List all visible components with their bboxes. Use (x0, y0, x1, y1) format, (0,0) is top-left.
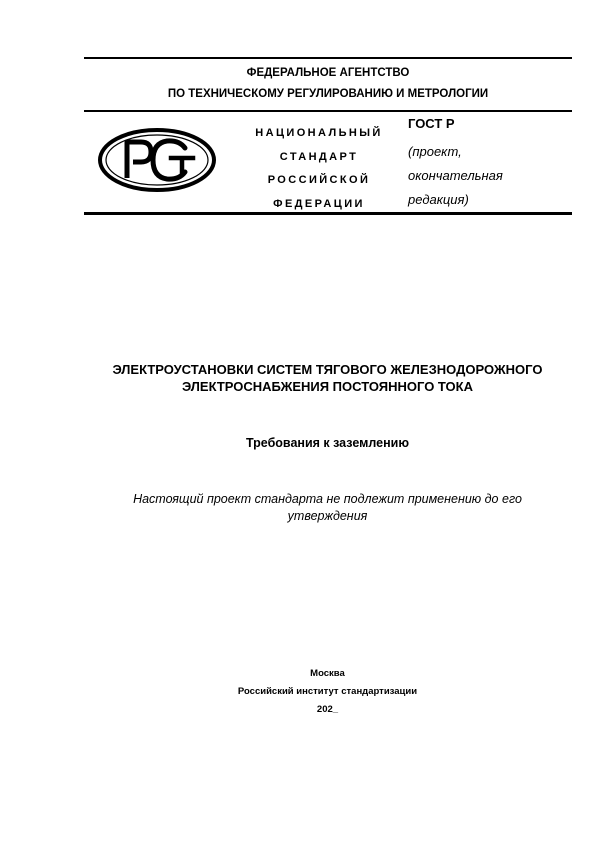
footer-publisher: Российский институт стандартизации (237, 686, 418, 697)
notice-line2: утверждения (287, 509, 368, 523)
standard-line4: ФЕДЕРАЦИИ (273, 197, 365, 210)
standard-line2: СТАНДАРТ (279, 150, 359, 163)
rst-logo-icon (97, 128, 217, 192)
draft-status-line1: (проект, (408, 144, 462, 159)
document-subtitle: Требования к заземлению (245, 436, 409, 450)
document-title (60, 362, 595, 395)
top-rule (84, 57, 572, 59)
draft-status (408, 140, 548, 212)
agency-name-line2: ПО ТЕХНИЧЕСКОМУ РЕГУЛИРОВАНИЮ И МЕТРОЛОГИИ (167, 88, 489, 100)
standard-block-rule (84, 212, 572, 215)
standard-line1: НАЦИОНАЛЬНЫЙ (255, 127, 383, 139)
footer-city: Москва (310, 668, 345, 679)
title-line2: ЭЛЕКТРОСНАБЖЕНИЯ ПОСТОЯННОГО ТОКА (182, 378, 473, 394)
draft-notice (60, 491, 595, 525)
notice-line1: Настоящий проект стандарта не подлежит применению до его (133, 492, 522, 506)
draft-status-line2: окончательная (408, 168, 503, 183)
gost-code: ГОСТ Р (408, 116, 455, 131)
footer-year: 202_ (316, 704, 339, 715)
standard-line3: РОССИЙСКОЙ (267, 174, 371, 186)
agency-name-line1: ФЕДЕРАЛЬНОЕ АГЕНТСТВО (246, 67, 410, 79)
draft-status-line3: редакция) (408, 192, 469, 207)
header-rule (84, 110, 572, 112)
title-line1: ЭЛЕКТРОУСТАНОВКИ СИСТЕМ ТЯГОВОГО ЖЕЛЕЗНОДОРОЖНОГО (112, 362, 543, 377)
national-standard-label (246, 122, 392, 216)
